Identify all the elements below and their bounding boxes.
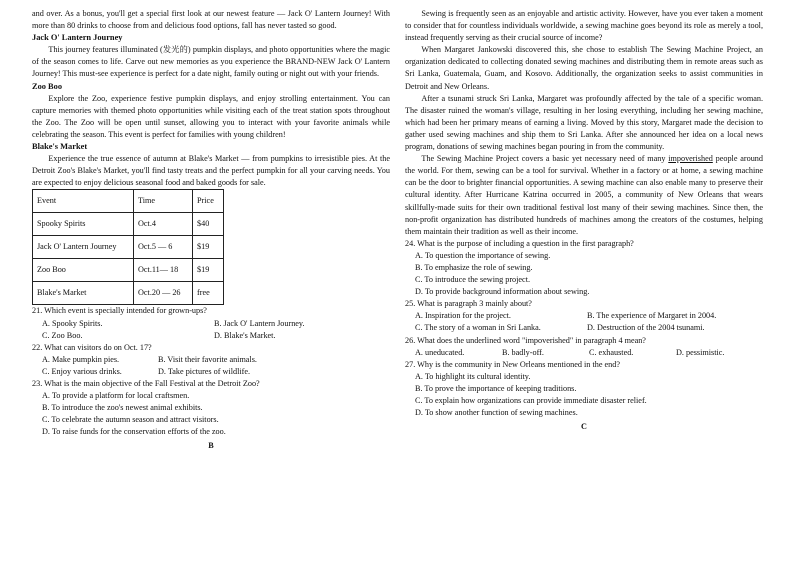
table-row xyxy=(33,236,224,259)
table-header-cell: Time xyxy=(134,190,193,213)
table-header-cell: Event xyxy=(33,190,134,213)
question-21: 21. Which event is specially intended for grown-ups? xyxy=(32,306,207,316)
paragraph-4-start: The Sewing Machine Project covers a basic yet necessary need of many xyxy=(421,154,669,164)
option-d[interactable]: D. pessimistic. xyxy=(676,347,725,357)
question-27: 27. Why is the community in New Orleans mentioned in the end? xyxy=(405,359,620,369)
table-header-cell: Price xyxy=(193,190,224,213)
left-column xyxy=(32,8,390,453)
table-cell: Oct.5 — 6 xyxy=(134,236,193,259)
option-a[interactable]: A. To highlight its cultural identity. xyxy=(415,371,531,381)
option-b[interactable]: B. The experience of Margaret in 2004. xyxy=(587,311,717,321)
option-c[interactable]: C. Zoo Boo. xyxy=(42,330,83,340)
section-text-market: Experience the true essence of autumn at Blake's Market — from pumpkins to irresistible pies. At the Detroit Zoo's Blake's Market, you'll find tasty treats and the perfect pumpkin for all your carving needs. You are expected to enjoy delicious seasonal food and baked goods for sale. xyxy=(32,154,390,188)
option-d[interactable]: D. To provide background information about sewing. xyxy=(415,287,590,297)
events-table xyxy=(32,189,224,305)
table-cell: $19 xyxy=(193,236,224,259)
option-d[interactable]: D. Blake's Market. xyxy=(214,330,276,340)
table-cell: Oct.4 xyxy=(134,213,193,236)
question-26-options xyxy=(415,347,763,359)
option-d[interactable]: D. Take pictures of wildlife. xyxy=(158,366,251,376)
section-text-zoo: Explore the Zoo, experience festive pumpkin displays, and enjoy strolling entertainment. You can capture memories with themed photo opportunities while visiting each of the treat station spots throughout the Zoo. The Zoo will be open until sunset, allowing you to interact with your favorite animals while celebrating the season. This event is perfect for families with young children! xyxy=(32,93,390,139)
question-25-options xyxy=(415,322,763,334)
question-23: 23. What is the main objective of the Fall Festival at the Detroit Zoo? xyxy=(32,378,260,388)
table-header-row xyxy=(33,190,224,213)
section-text-jack: This journey features illuminated (发光的) pumpkin displays, and photo opportunities where the magic of the season comes to life. Carve out new memories as you experience the BRAND-NEW Jack O' Lantern Journey! This must-see experience is perfect for a date night, family outing or night out with your friends. xyxy=(32,45,390,79)
option-d[interactable]: D. Destruction of the 2004 tsunami. xyxy=(587,323,705,333)
table-cell: free xyxy=(193,282,224,305)
right-column xyxy=(405,8,763,433)
question-21-options xyxy=(42,330,390,342)
table-cell: $40 xyxy=(193,213,224,236)
option-c[interactable]: C. The story of a woman in Sri Lanka. xyxy=(415,323,541,333)
question-22-options xyxy=(42,366,390,378)
table-cell: Blake's Market xyxy=(33,282,134,305)
option-c[interactable]: C. To explain how organizations can provide immediate disaster relief. xyxy=(415,396,647,405)
option-b[interactable]: B. To prove the importance of keeping traditions. xyxy=(415,383,577,393)
section-title-jack: Jack O' Lantern Journey xyxy=(32,33,123,43)
question-22: 22. What can visitors do on Oct. 17? xyxy=(32,342,152,352)
section-title-zoo: Zoo Boo xyxy=(32,81,63,91)
option-b[interactable]: B. To introduce the zoo's newest animal exhibits. xyxy=(42,403,203,413)
paragraph-4 xyxy=(405,153,763,238)
table-cell: Jack O' Lantern Journey xyxy=(33,236,134,259)
table-cell: Spooky Spirits xyxy=(33,213,134,236)
option-b[interactable]: B. Jack O' Lantern Journey. xyxy=(214,318,305,328)
option-c[interactable]: C. To celebrate the autumn season and attract visitors. xyxy=(42,415,219,425)
option-a[interactable]: A. To provide a platform for local craftsmen. xyxy=(42,391,190,401)
option-b[interactable]: B. badly-off. xyxy=(502,347,544,357)
option-c[interactable]: C. Enjoy various drinks. xyxy=(42,366,122,376)
paragraph-2: When Margaret Jankowski discovered this, she chose to establish The Sewing Machine Project, an organization dedicated to collecting donated sewing machines and distributing them in remote areas such as Sri Lanka, Guatemala, Guam, and Kosovo. Additionally, the organization seeks to assist communities in Detroit and New Orleans. xyxy=(405,45,763,91)
table-row xyxy=(33,259,224,282)
paragraph-1: Sewing is frequently seen as an enjoyable and artistic activity. However, have you ever taken a moment to consider that for countless individuals worldwide, a sewing machine goes beyond its role as merely a tool, instead frequently serving as their crucial source of income? xyxy=(405,9,763,43)
table-cell: Zoo Boo xyxy=(33,259,134,282)
option-a[interactable]: A. Inspiration for the project. xyxy=(415,311,511,321)
option-a[interactable]: A. uneducated. xyxy=(415,347,465,357)
question-21-options xyxy=(42,318,390,330)
section-title-market: Blake's Market xyxy=(32,142,88,152)
table-cell: Oct.20 — 26 xyxy=(134,282,193,305)
paragraph-4-end: people around the world. For them, sewing can be a tool for survival. Whether in a factory or at home, a sewing machine can be the door to brighter financial opportunities. A sewing machine can also enable many to preserve their cultural identity. After Hurricane Katrina occurred in 2005, a community of New Orleans that wears skillfully-made suits for their own traditional festival lost many of their sewing machines. Since then, the non-profit organization has distributed hundreds of machines among the creators of the costumes, helping them maintain their tradition as well as their income. xyxy=(405,154,763,236)
option-c[interactable]: C. To introduce the sewing project. xyxy=(415,275,531,285)
option-a[interactable]: A. To question the importance of sewing. xyxy=(415,250,551,260)
table-cell: $19 xyxy=(193,259,224,282)
page-letter: C xyxy=(581,422,587,432)
page-letter: B xyxy=(208,441,214,451)
option-c[interactable]: C. exhausted. xyxy=(589,347,634,357)
table-row xyxy=(33,213,224,236)
question-25-options xyxy=(415,310,763,322)
option-a[interactable]: A. Spooky Spirits. xyxy=(42,318,103,328)
question-24: 24. What is the purpose of including a question in the first paragraph? xyxy=(405,238,634,248)
question-22-options xyxy=(42,354,390,366)
option-d[interactable]: D. To raise funds for the conservation efforts of the zoo. xyxy=(42,427,226,437)
option-b[interactable]: B. To emphasize the role of sewing. xyxy=(415,262,533,272)
paragraph-3: After a tsunami struck Sri Lanka, Margaret was profoundly affected by the tale of a specific woman. The disaster ruined the woman's village, resulting in her losing everything, including her sewing machine, which had been her primary means of earning a living. Moved by this story, Margaret made the decision to gather used sewing machines and ship them to Sri Lanka. After she announced her idea on a local news program, donations of sewing machines began pouring in from the community. xyxy=(405,93,763,152)
option-d[interactable]: D. To show another function of sewing machines. xyxy=(415,408,578,418)
question-25: 25. What is paragraph 3 mainly about? xyxy=(405,299,532,309)
table-cell: Oct.11— 18 xyxy=(134,259,193,282)
option-a[interactable]: A. Make pumpkin pies. xyxy=(42,354,120,364)
table-row xyxy=(33,282,224,305)
intro-paragraph: and over. As a bonus, you'll get a special first look at our newest feature — Jack O' Lantern Journey! With more than 80 drinks to choose from and delicious food options, fall has never tasted so good. xyxy=(32,9,390,31)
option-b[interactable]: B. Visit their favorite animals. xyxy=(158,354,257,364)
underlined-word: impoverished xyxy=(668,154,713,164)
question-26: 26. What does the underlined word "impoverished" in paragraph 4 mean? xyxy=(405,335,646,345)
